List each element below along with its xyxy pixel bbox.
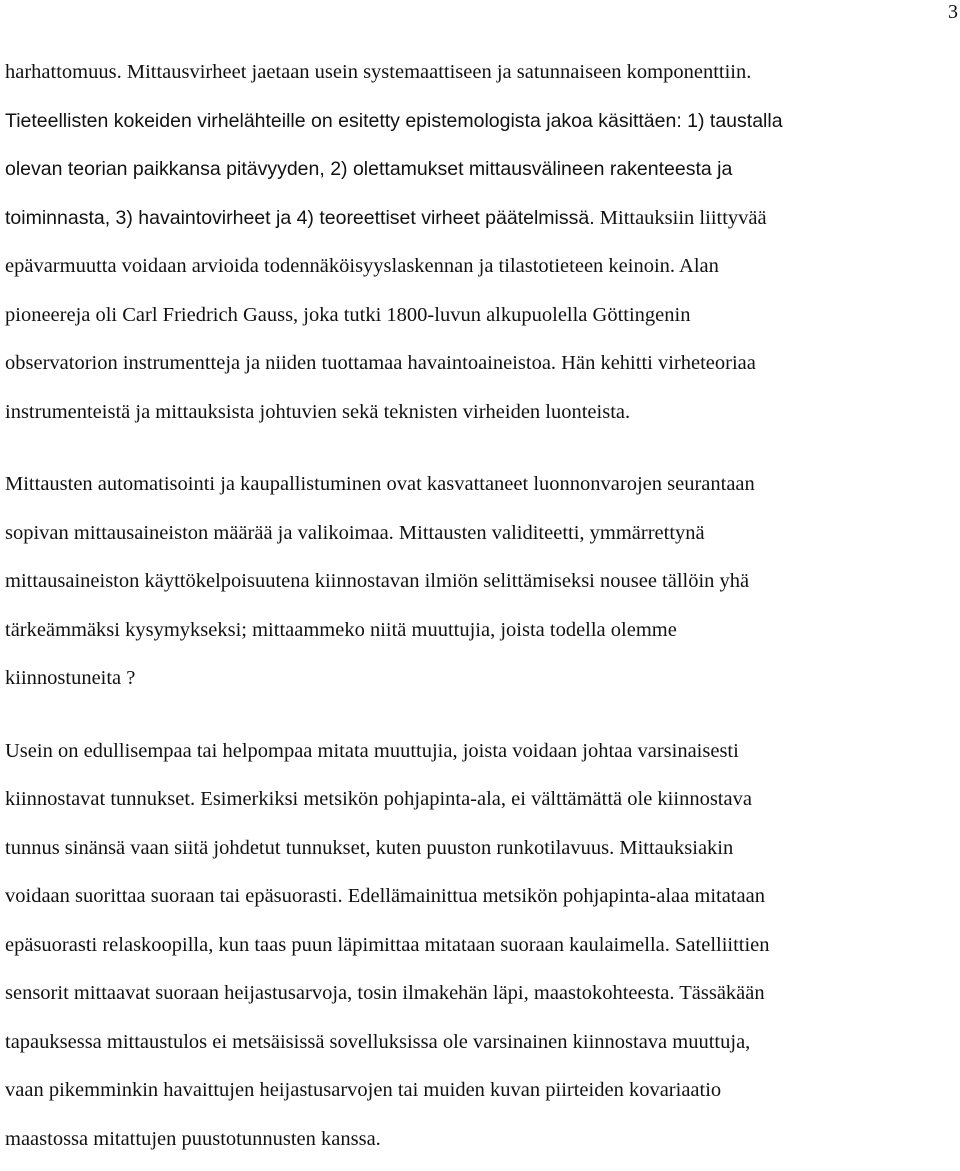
page-number: 3 — [948, 1, 958, 23]
text-line — [5, 460, 957, 509]
text-segment: instrumenteistä ja mittauksista johtuvien sekä teknisten virheiden luonteista. — [5, 400, 631, 423]
text-line — [5, 388, 957, 437]
text-line — [5, 1066, 957, 1115]
text-line — [5, 654, 957, 703]
text-line — [5, 872, 957, 921]
text-line — [5, 48, 957, 97]
text-line — [5, 606, 957, 655]
text-segment: epävarmuutta voidaan arvioida todennäköisyyslaskennan ja tilastotieteen keinoin. Alan — [5, 255, 719, 277]
text-line — [5, 194, 957, 243]
text-segment: kiinnostuneita ? — [5, 667, 136, 689]
text-segment: Usein on edullisempaa tai helpompaa mitata muuttujia, joista voidaan johtaa varsinaisesti — [5, 739, 739, 762]
paragraph-gap — [5, 703, 957, 727]
text-line — [5, 291, 957, 340]
text-segment: maastossa mitattujen puustotunnusten kanssa. — [5, 1127, 381, 1150]
paragraph-gap — [5, 436, 957, 460]
text-segment: epäsuorasti relaskoopilla, kun taas puun läpimittaa mitataan suoraan kaulaimella. Satelliittien — [5, 933, 770, 956]
text-line — [5, 509, 957, 558]
text-segment: voidaan suorittaa suoraan tai epäsuorasti. Edellämainittua metsikön pohjapinta-alaa mitataan — [5, 885, 765, 907]
paragraph — [5, 727, 957, 1164]
text-segment: kiinnostavat tunnukset. Esimerkiksi metsikön pohjapinta-ala, ei välttämättä ole kiinnostava — [5, 788, 752, 810]
text-line — [5, 775, 957, 824]
text-segment: sopivan mittausaineiston määrää ja valikoimaa. Mittausten validiteetti, ymmärrettynä — [5, 521, 705, 544]
text-segment: vaan pikemminkin havaittujen heijastusarvojen tai muiden kuvan piirteiden kovariaatio — [5, 1079, 722, 1101]
text-line — [5, 969, 957, 1018]
text-line — [5, 824, 957, 873]
text-segment: observatorion instrumentteja ja niiden tuottamaa havaintoaineistoa. Hän kehitti virheteoriaa — [5, 352, 756, 374]
text-line — [5, 1018, 957, 1067]
text-segment: harhattomuus. Mittausvirheet jaetaan usein systemaattiseen ja satunnaiseen komponenttiin. — [5, 61, 752, 83]
paragraph — [5, 460, 957, 703]
text-segment: olevan teorian paikkansa pitävyyden, 2) olettamukset mittausvälineen rakenteesta ja — [5, 158, 733, 180]
text-line — [5, 557, 957, 606]
text-segment: pioneereja oli Carl Friedrich Gauss, joka tutki 1800-luvun alkupuolella Göttingenin — [5, 303, 691, 326]
text-segment: tapauksessa mittaustulos ei metsäisissä sovelluksissa ole varsinainen kiinnostava muuttuja, — [5, 1030, 751, 1053]
text-segment: toiminnasta, 3) havaintovirheet ja 4) teoreettiset virheet päätelmissä. — [5, 206, 595, 229]
text-segment: tunnus sinänsä vaan siitä johdetut tunnukset, kuten puuston runkotilavuus. Mittauksiakin — [5, 836, 734, 859]
text-line — [5, 97, 957, 146]
text-segment: Mittausten automatisointi ja kaupallistuminen ovat kasvattaneet luonnonvarojen seurantaan — [5, 473, 755, 495]
text-line — [5, 339, 957, 388]
text-segment: tärkeämmäksi kysymykseksi; mittaammeko niitä muuttujia, joista todella olemme — [5, 618, 677, 641]
text-line — [5, 921, 957, 970]
text-line — [5, 727, 957, 776]
document-body — [5, 48, 957, 1163]
text-segment: sensorit mittaavat suoraan heijastusarvoja, tosin ilmakehän läpi, maastokohteesta. Tässäkään — [5, 982, 765, 1004]
text-segment: Tieteellisten kokeiden virhelähteille on esitetty epistemologista jakoa käsittäen: 1) taustalla — [5, 109, 783, 132]
text-line — [5, 1115, 957, 1164]
text-line — [5, 242, 957, 291]
text-line — [5, 145, 957, 194]
text-segment: Mittauksiin liittyvää — [594, 206, 767, 229]
text-segment: mittausaineiston käyttökelpoisuutena kiinnostavan ilmiön selittämiseksi nousee tällöin yhä — [5, 570, 750, 592]
paragraph — [5, 48, 957, 436]
